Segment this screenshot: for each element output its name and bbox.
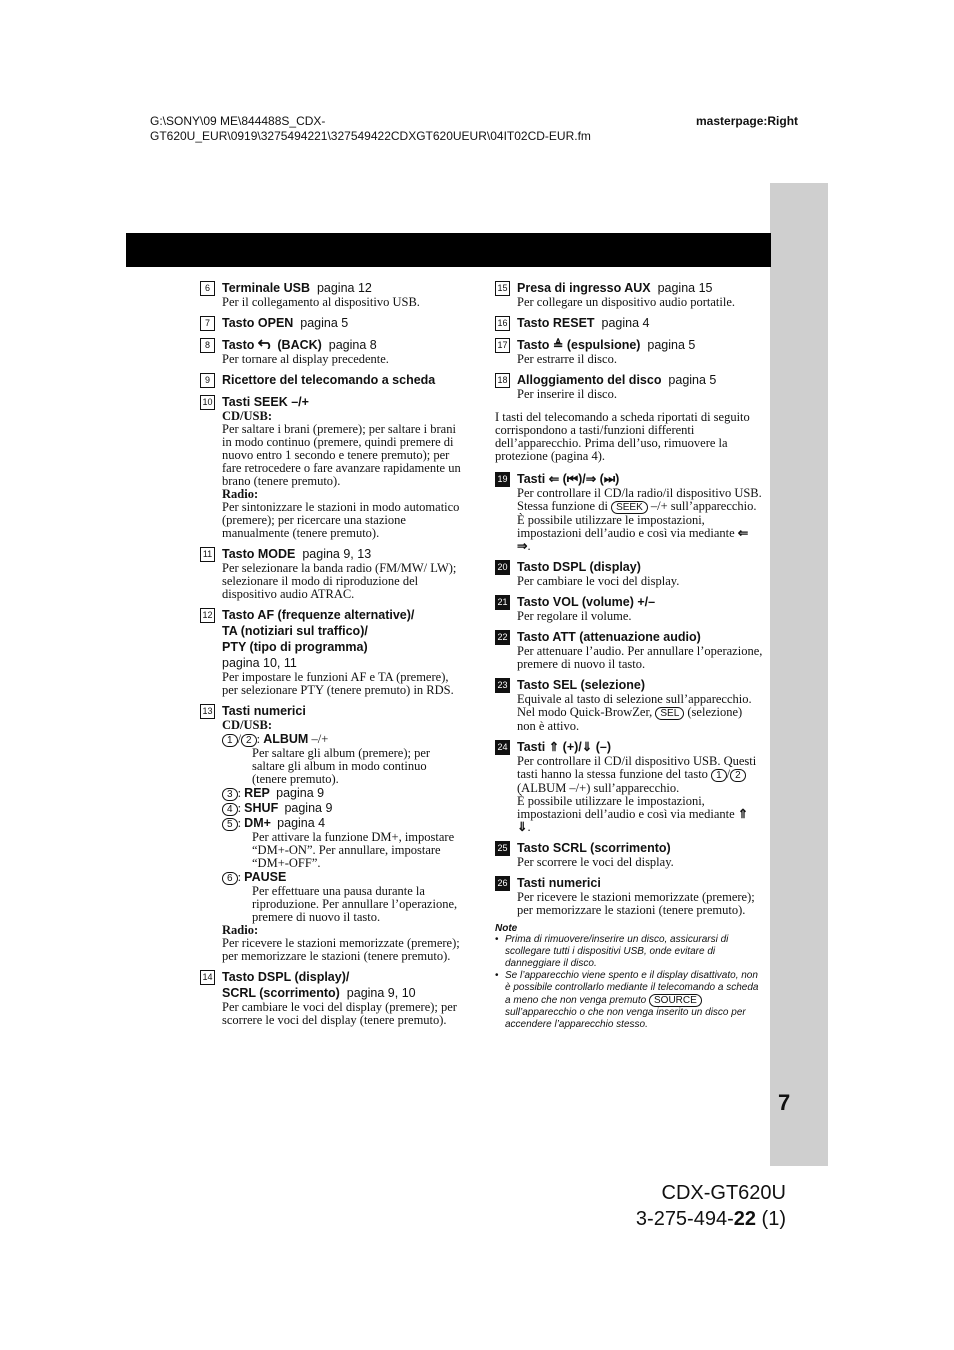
item-description: È possibile utilizzare le impostazioni, impostazioni dell’audio e così via mediante	[517, 513, 735, 540]
left-column	[200, 280, 462, 1033]
item-description: Per saltare i brani (premere); per saltare i brani in modo continuo (premere, quindi premere di nuovo entro 1 secondo e tenere premuto); per fare retrocedere o fare avanzare rapidamente un brano (tenere premuto).	[222, 422, 461, 488]
dm-description: Per attivare la funzione DM+, impostare “DM+-ON”. Per annullare, impostare “DM+-OFF”.	[252, 830, 455, 870]
item-title: Tasti numerici	[222, 704, 306, 718]
item-description: Per regolare il volume.	[517, 609, 632, 623]
page-reference: pagina 10, 11	[222, 656, 297, 670]
list-item	[200, 969, 462, 1027]
subheading-radio: Radio:	[222, 487, 259, 501]
item-description: Per scorrere le voci del display.	[517, 855, 674, 869]
item-description: Per ricevere le stazioni memorizzate (premere); per memorizzare le stazioni (tenere premuto).	[517, 890, 755, 917]
rep-page: pagina 9	[276, 786, 325, 800]
item-description: Per inserire il disco.	[517, 387, 617, 401]
key-6: 6	[222, 872, 238, 885]
item-description: Per attenuare l’audio. Per annullare l’operazione, premere di nuovo il tasto.	[517, 644, 763, 671]
list-item	[495, 280, 763, 309]
shuf-page: pagina 9	[284, 801, 333, 815]
item-title: Tasto RESET	[517, 316, 595, 330]
source-key: SOURCE	[649, 994, 702, 1007]
key-1: 1	[711, 769, 727, 782]
file-path-line-1: G:\SONY\09 ME\844488S_CDX-	[150, 114, 326, 128]
list-item	[495, 337, 763, 366]
item-number: 10	[200, 395, 215, 410]
key-1: 1	[222, 734, 238, 747]
notes-heading: Note	[495, 923, 518, 934]
item-description: Nel modo Quick-BrowZer,	[517, 705, 653, 719]
item-description: Per impostare le funzioni AF e TA (premere), per selezionare PTY (tenere premuto) in RDS.	[222, 670, 454, 697]
item-description: (ALBUM –/+) sull’apparecchio.	[517, 781, 680, 795]
list-item	[495, 559, 763, 588]
album-description: Per saltare gli album (premere); per saltare gli album in modo continuo (tenere premuto).	[252, 746, 431, 786]
item-number: 22	[495, 630, 510, 645]
list-item	[495, 875, 763, 917]
item-title: Tasto SEL (selezione)	[517, 678, 646, 692]
file-path-line-2: GT620U_EUR\0919\3275494221\327549422CDXGT620UEUR\04IT02CD-EUR.fm	[150, 129, 591, 143]
item-title: Alloggiamento del disco	[517, 373, 662, 387]
pause-description: Per effettuare una pausa durante la riproduzione. Per annullare l’operazione, premere di nuovo il tasto.	[252, 884, 458, 924]
item-description: Per il collegamento al dispositivo USB.	[222, 295, 420, 309]
item-number: 17	[495, 338, 510, 353]
note-item: • Se l’apparecchio viene spento e il display disattivato, non è possibile controllarlo mediante il telecomando a scheda a meno che non venga premuto SOURCE sull’apparecchio o che non venga inserito un disco per accendere l’apparecchio stesso.	[495, 970, 763, 1031]
page-reference: pagina 5	[300, 316, 349, 330]
item-description: Per controllare il CD/il dispositivo USB. Questi tasti hanno la stessa funzione del tasto	[517, 754, 757, 781]
item-description: Per tornare al display precedente.	[222, 352, 389, 366]
page-reference: pagina 12	[316, 281, 372, 295]
item-description: –/+ sull’apparecchio.	[650, 499, 757, 513]
up-down-arrows-icon: ⇑ ⇓	[517, 807, 749, 834]
item-title: Tasti numerici	[517, 876, 601, 890]
item-number: 7	[200, 316, 215, 331]
key-4: 4	[222, 803, 238, 816]
back-arrow-icon	[258, 338, 274, 352]
item-number: 24	[495, 740, 510, 755]
item-title-line-1: Tasto AF (frequenze alternative)/	[222, 608, 415, 622]
item-title: Tasto ≜ (espulsione)	[517, 338, 641, 352]
item-title: Tasto VOL (volume) +/–	[517, 595, 656, 609]
dm-label: DM+	[244, 816, 271, 830]
item-title: Terminale USB	[222, 281, 310, 295]
item-description: Per cambiare le voci del display (premere); per scorrere le voci del display (tenere premuto).	[222, 1000, 457, 1027]
item-title: Tasti ⇐ (⏮)/⇒ (⏭)	[517, 472, 620, 486]
model-code: 3-275-494-22 (1)	[635, 1208, 786, 1230]
item-number: 25	[495, 841, 510, 856]
key-2: 2	[241, 734, 257, 747]
item-description: È possibile utilizzare le impostazioni, impostazioni dell’audio e così via mediante	[517, 794, 735, 821]
list-item: 13 Tasti numerici CD/USB: 1 / 2 : ALBUM –/+ Per saltare gli album (premere); per saltare gli album in modo continuo (tenere premuto). 3 : REP pagina 9 4 : SHUF pagina 9 5 : DM+ pagina 4 Per attivare la funzione DM+, impostare “DM+-ON”. Per annullare, impostare “DM+-OFF”. 6 : PAUSE Per effettuare una pausa durante la riproduzione. Per annullare l’operazione, premere di nuovo il tasto. Radio: Per ricevere le stazioni memorizzate (premere); per memorizzare le stazioni (tenere premuto).	[200, 703, 462, 963]
item-number: 9	[200, 373, 215, 388]
item-title: Tasto SCRL (scorrimento)	[517, 841, 671, 855]
list-item	[200, 280, 462, 309]
item-title-line-2: SCRL (scorrimento)	[222, 986, 340, 1000]
item-description: Per selezionare la banda radio (FM/MW/ LW); selezionare il modo di riproduzione del dispositivo audio ATRAC.	[222, 561, 457, 601]
list-item: 24 Tasti ⇑ (+)/⇓ (–) Per controllare il CD/il dispositivo USB. Questi tasti hanno la stessa funzione del tasto 1 / 2 (ALBUM –/+) sull’apparecchio. È possibile utilizzare le impostazioni, impostazioni dell’audio e così via mediante ⇑ ⇓.	[495, 739, 763, 834]
item-title: Tasto DSPL (display)	[517, 560, 641, 574]
item-title: Tasto MODE	[222, 547, 296, 561]
page-reference: pagina 15	[657, 281, 713, 295]
page-number: 7	[778, 1090, 791, 1115]
item-title: Tasti SEEK –/+	[222, 395, 309, 409]
item-description: (selezione) non è attivo.	[517, 705, 743, 733]
subheading-radio: Radio:	[222, 923, 259, 937]
page-reference: pagina 8	[328, 338, 377, 352]
album-suffix: –/+	[311, 732, 329, 746]
masterpage-label: masterpage:Right	[696, 114, 799, 128]
item-title: Tasto	[222, 338, 255, 352]
page-reference: pagina 5	[647, 338, 696, 352]
item-title: Presa di ingresso AUX	[517, 281, 651, 295]
item-number: 8	[200, 338, 215, 353]
item-description: Equivale al tasto di selezione sull’apparecchio.	[517, 692, 752, 706]
item-description: Per controllare il CD/la radio/il dispositivo USB. Stessa funzione di	[517, 486, 762, 513]
list-item	[495, 372, 763, 401]
item-description: Per collegare un dispositivo audio portatile.	[517, 295, 736, 309]
item-title: Tasto OPEN	[222, 316, 294, 330]
dm-page: pagina 4	[277, 816, 326, 830]
item-number: 15	[495, 281, 510, 296]
list-item	[200, 546, 462, 601]
album-label: ALBUM	[263, 732, 309, 746]
item-number: 26	[495, 876, 510, 891]
shuf-label: SHUF	[244, 801, 279, 815]
item-title-line-1: Tasto DSPL (display)/	[222, 970, 350, 984]
list-item	[495, 840, 763, 869]
item-number: 18	[495, 373, 510, 388]
list-item	[200, 315, 462, 331]
page-reference: pagina 4	[601, 316, 650, 330]
list-item	[495, 594, 763, 623]
item-number: 6	[200, 281, 215, 296]
remote-intro-paragraph: I tasti del telecomando a scheda riportati di seguito corrispondono a tasti/funzioni differenti dell’apparecchio. Prima dell’uso, rimuovere la protezione (pagina 4).	[495, 410, 750, 463]
item-title: Ricettore del telecomando a scheda	[222, 373, 436, 387]
side-tab-bar	[770, 183, 828, 1166]
list-item	[200, 372, 462, 388]
item-title: Tasto ATT (attenuazione audio)	[517, 630, 701, 644]
seek-key: SEEK	[611, 501, 648, 514]
item-title-line-2: TA (notiziari sul traffico)/	[222, 624, 368, 638]
list-item	[495, 629, 763, 671]
item-number: 12	[200, 608, 215, 623]
rep-label: REP	[244, 786, 270, 800]
key-3: 3	[222, 788, 238, 801]
item-number: 23	[495, 678, 510, 693]
pause-label: PAUSE	[244, 870, 287, 884]
page-reference: pagina 9, 10	[346, 986, 416, 1000]
key-5: 5	[222, 818, 238, 831]
list-item	[200, 607, 462, 697]
page-reference: pagina 5	[668, 373, 717, 387]
item-number: 19	[495, 472, 510, 487]
item-description: Per cambiare le voci del display.	[517, 574, 680, 588]
item-description: Per ricevere le stazioni memorizzate (premere); per memorizzare le stazioni (tenere premuto).	[222, 936, 460, 963]
item-number: 20	[495, 560, 510, 575]
item-title-suffix: (BACK)	[277, 338, 322, 352]
key-2: 2	[730, 769, 746, 782]
file-path-header	[150, 114, 670, 144]
sel-key: SEL	[655, 707, 684, 720]
item-number: 16	[495, 316, 510, 331]
item-description: Per estrarre il disco.	[517, 352, 617, 366]
note-item: • Prima di rimuovere/inserire un disco, assicurarsi di scollegare tutti i dispositivi USB, onde evitare di danneggiare il disco.	[495, 934, 763, 970]
subheading-cd-usb: CD/USB:	[222, 409, 273, 423]
left-right-arrows-icon: ⇐ ⇒	[517, 526, 749, 553]
section-header-band	[126, 233, 771, 267]
right-column	[495, 280, 763, 1031]
subheading-cd-usb: CD/USB:	[222, 718, 273, 732]
item-number: 13	[200, 704, 215, 719]
list-item	[200, 394, 462, 540]
list-item	[495, 677, 763, 733]
list-item: 19 Tasti ⇐ (⏮)/⇒ (⏭) Per controllare il CD/la radio/il dispositivo USB. Stessa funzione di SEEK –/+ sull’apparecchio. È possibile utilizzare le impostazioni, impostazioni dell’audio e così via mediante ⇐ ⇒.	[495, 471, 763, 553]
item-number: 14	[200, 970, 215, 985]
model-name: CDX-GT620U	[661, 1182, 786, 1204]
model-footer	[600, 1180, 786, 1232]
list-item	[200, 337, 462, 366]
page-reference: pagina 9, 13	[302, 547, 372, 561]
list-item	[495, 315, 763, 331]
item-title-line-3: PTY (tipo di programma)	[222, 640, 368, 654]
item-number: 11	[200, 547, 215, 562]
item-description: Per sintonizzare le stazioni in modo automatico (premere); per ricercare una stazione manualmente (tenere premuto).	[222, 500, 460, 540]
item-number: 21	[495, 595, 510, 610]
item-title: Tasti ⇑ (+)/⇓ (–)	[517, 740, 611, 754]
